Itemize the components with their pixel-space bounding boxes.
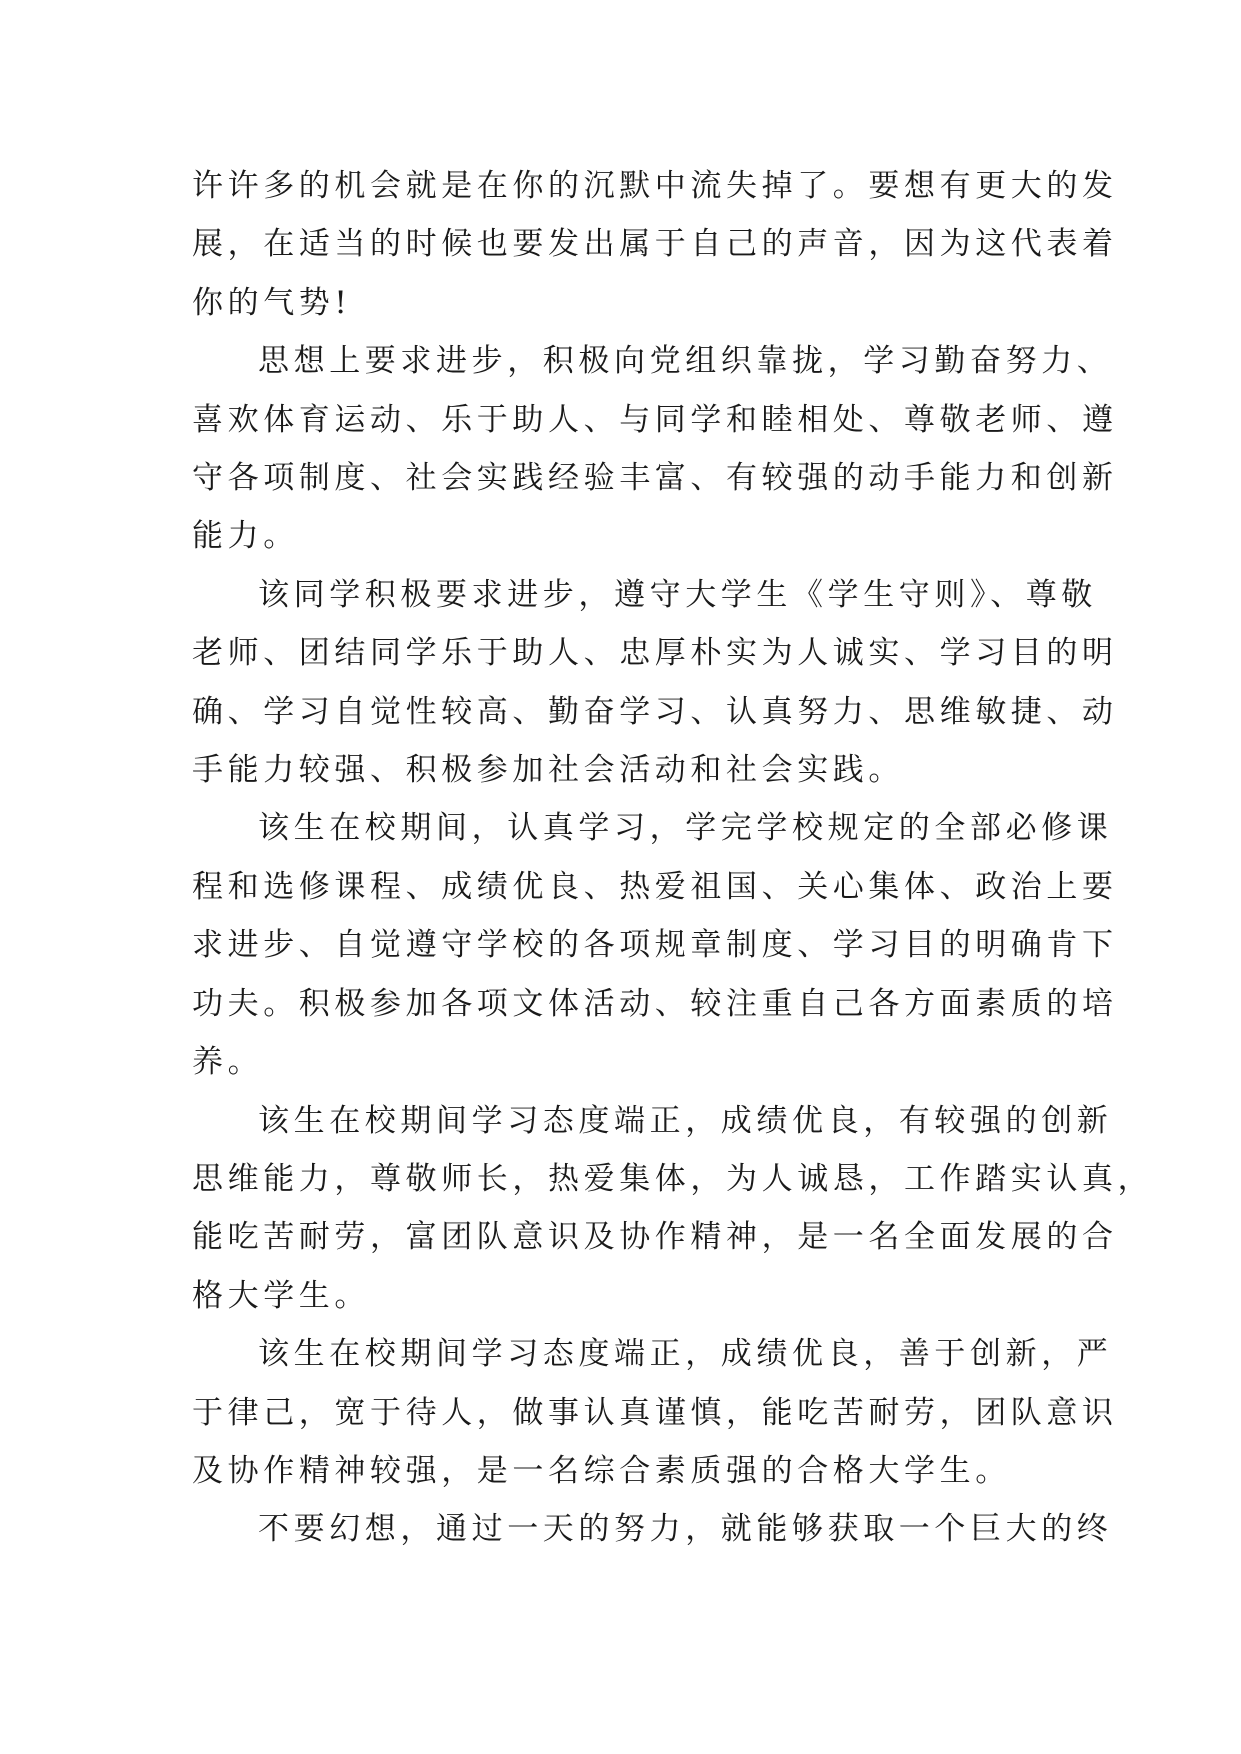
text-line: 及协作精神较强，是一名综合素质强的合格大学生。 [192,1452,1011,1489]
text-line: 该同学积极要求进步，遵守大学生《学生守则》、尊敬 [258,576,1097,613]
text-line: 程和选修课程、成绩优良、热爱祖国、关心集体、政治上要 [192,868,1118,905]
paragraph-1 [192,157,1118,332]
paragraph-7 [192,1500,1113,1558]
text-line: 于律己，宽于待人，做事认真谨慎，能吃苦耐劳，团队意识 [192,1394,1118,1431]
paragraph-6 [192,1325,1118,1500]
text-line: 能吃苦耐劳，富团队意识及协作精神，是一名全面发展的合 [192,1219,1118,1256]
document-body [192,157,1154,1559]
paragraph-3 [192,566,1118,800]
paragraph-4 [192,799,1118,1091]
text-line: 能力。 [192,518,299,555]
text-line: 你的气势! [192,284,352,321]
paragraph-5 [192,1092,1154,1326]
text-line: 求进步、自觉遵守学校的各项规章制度、学习目的明确肯下 [192,927,1118,964]
text-line: 该生在校期间学习态度端正，成绩优良，有较强的创新 [258,1102,1113,1139]
text-line: 许许多的机会就是在你的沉默中流失掉了。要想有更大的发 [192,168,1118,204]
text-line: 手能力较强、积极参加社会活动和社会实践。 [192,752,904,789]
text-line: 喜欢体育运动、乐于助人、与同学和睦相处、尊敬老师、遵 [192,401,1118,438]
text-line: 格大学生。 [192,1277,370,1314]
text-line: 确、学习自觉性较高、勤奋学习、认真努力、思维敏捷、动 [192,693,1118,730]
text-line: 思想上要求进步，积极向党组织靠拢，学习勤奋努力、 [258,343,1113,380]
text-line: 功夫。积极参加各项文体活动、较注重自己各方面素质的培 [192,985,1118,1022]
text-line: 老师、团结同学乐于助人、忠厚朴实为人诚实、学习目的明 [192,635,1118,672]
paragraph-2 [192,332,1118,566]
text-line: 该生在校期间，认真学习，学完学校规定的全部必修课 [258,810,1113,847]
text-line: 守各项制度、社会实践经验丰富、有较强的动手能力和创新 [192,460,1118,497]
text-line: 不要幻想，通过一天的努力，就能够获取一个巨大的终 [258,1511,1113,1548]
text-line: 该生在校期间学习态度端正，成绩优良，善于创新，严 [258,1336,1113,1373]
text-line: 展，在适当的时候也要发出属于自己的声音，因为这代表着 [192,226,1118,263]
text-line: 养。 [192,1044,264,1081]
text-line: 思维能力，尊敬师长，热爱集体，为人诚恳，工作踏实认真， [192,1160,1154,1197]
